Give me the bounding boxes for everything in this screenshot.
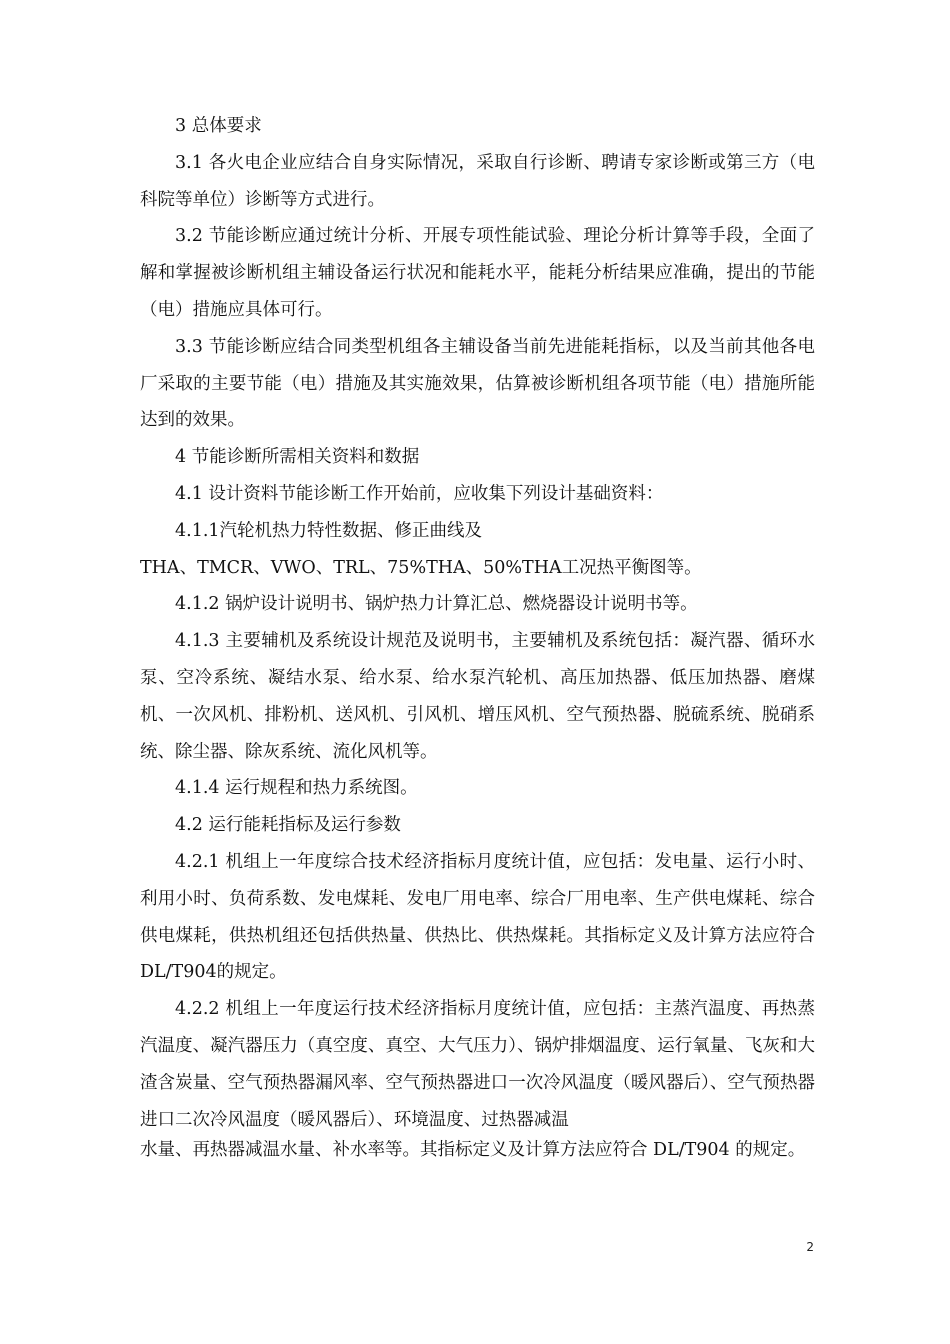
paragraph-3-2: 3.2 节能诊断应通过统计分析、开展专项性能试验、理论分析计算等手段，全面了解和掌握被诊断机组主辅设备运行状况和能耗水平，能耗分析结果应准确，提出的节能（电）措施应具体可行。 bbox=[140, 226, 815, 320]
paragraph-3-1: 3.1 各火电企业应结合自身实际情况，采取自行诊断、聘请专家诊断或第三方（电科院等单位）诊断等方式进行。 bbox=[140, 152, 815, 210]
paragraph-4-1-1: 4.1.1汽轮机热力特性数据、修正曲线及 bbox=[175, 520, 483, 541]
paragraph-4-1-1-continued: THA、TMCR、VWO、TRL、75%THA、50%THA工况热平衡图等。 bbox=[140, 557, 702, 578]
section-heading-4: 4 节能诊断所需相关资料和数据 bbox=[175, 447, 420, 468]
paragraph-4-2-2: 4.2.2 机组上一年度运行技术经济指标月度统计值，应包括：主蒸汽温度、再热蒸汽温度、凝汽器压力（真空度、真空、大气压力）、锅炉排烟温度、运行氧量、飞灰和大渣含炭量、空气预热器漏风率、空气预热器进口一次冷风温度（暖风器后）、空气预热器进口二次冷风温度（暖风器后）、环境温度、过热器减温 bbox=[140, 999, 815, 1130]
paragraph-4-1-4: 4.1.4 运行规程和热力系统图。 bbox=[175, 778, 418, 799]
paragraph-4-2-2-continued: 水量、再热器减温水量、补水率等。其指标定义及计算方法应符合 DL/T904 的规定。 bbox=[140, 1140, 806, 1161]
paragraph-4-1: 4.1 设计资料节能诊断工作开始前，应收集下列设计基础资料： bbox=[175, 483, 664, 504]
document-body bbox=[140, 108, 815, 1163]
paragraph-4-1-2: 4.1.2 锅炉设计说明书、锅炉热力计算汇总、燃烧器设计说明书等。 bbox=[175, 594, 698, 615]
paragraph-3-3: 3.3 节能诊断应结合同类型机组各主辅设备当前先进能耗指标，以及当前其他各电厂采取的主要节能（电）措施及其实施效果，估算被诊断机组各项节能（电）措施所能达到的效果。 bbox=[140, 336, 815, 431]
page-number: 2 bbox=[806, 1240, 814, 1254]
section-heading-3: 3 总体要求 bbox=[175, 116, 262, 136]
paragraph-4-2-1: 4.2.1 机组上一年度综合技术经济指标月度统计值，应包括：发电量、运行小时、利用小时、负荷系数、发电煤耗、发电厂用电率、综合厂用电率、生产供电煤耗、综合供电煤耗，供热机组还包括供热量、供热比、供热煤耗。其指标定义及计算方法应符合DL/T904的规定。 bbox=[140, 851, 815, 983]
paragraph-4-2: 4.2 运行能耗指标及运行参数 bbox=[175, 815, 401, 836]
paragraph-4-1-3: 4.1.3 主要辅机及系统设计规范及说明书，主要辅机及系统包括：凝汽器、循环水泵、空冷系统、凝结水泵、给水泵、给水泵汽轮机、高压加热器、低压加热器、磨煤机、一次风机、排粉机、送风机、引风机、增压风机、空气预热器、脱硫系统、脱硝系统、除尘器、除灰系统、流化风机等。 bbox=[140, 631, 815, 762]
